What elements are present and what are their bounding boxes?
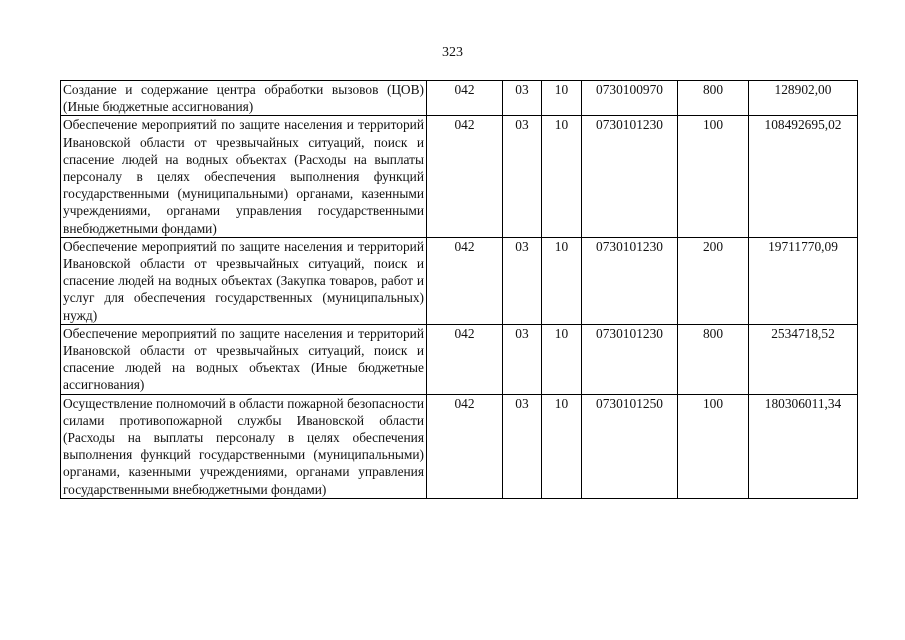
table-row: [61, 324, 858, 394]
row-section-code: 03: [503, 81, 542, 116]
row-target-article-code: 0730100970: [582, 81, 678, 116]
row-expense-type-code: 800: [678, 324, 749, 394]
row-subsection-code: 10: [542, 237, 582, 324]
table-row: [61, 394, 858, 498]
row-section-code: 03: [503, 116, 542, 237]
row-description: Обеспечение мероприятий по защите населения и территорий Ивановской области от чрезвычайных ситуаций, поиск и спасение людей на водных объектах (Иные бюджетные ассигнования): [61, 324, 427, 394]
row-ved-code: 042: [427, 324, 503, 394]
table-row: [61, 237, 858, 324]
budget-table: [60, 80, 858, 499]
row-section-code: 03: [503, 324, 542, 394]
row-ved-code: 042: [427, 116, 503, 237]
row-expense-type-code: 800: [678, 81, 749, 116]
row-section-code: 03: [503, 394, 542, 498]
row-target-article-code: 0730101250: [582, 394, 678, 498]
row-description: Создание и содержание центра обработки вызовов (ЦОВ) (Иные бюджетные ассигнования): [61, 81, 427, 116]
row-subsection-code: 10: [542, 81, 582, 116]
row-subsection-code: 10: [542, 394, 582, 498]
row-amount: 2534718,52: [749, 324, 858, 394]
page-number: 323: [442, 45, 463, 60]
row-ved-code: 042: [427, 237, 503, 324]
row-amount: 19711770,09: [749, 237, 858, 324]
row-ved-code: 042: [427, 394, 503, 498]
row-amount: 180306011,34: [749, 394, 858, 498]
row-amount: 108492695,02: [749, 116, 858, 237]
row-target-article-code: 0730101230: [582, 324, 678, 394]
row-subsection-code: 10: [542, 116, 582, 237]
row-description: Обеспечение мероприятий по защите населения и территорий Ивановской области от чрезвычайных ситуаций, поиск и спасение людей на водных объектах (Закупка товаров, работ и услуг для обеспечения государственных (муниципальных) нужд): [61, 237, 427, 324]
row-expense-type-code: 100: [678, 394, 749, 498]
row-target-article-code: 0730101230: [582, 116, 678, 237]
row-description: Осуществление полномочий в области пожарной безопасности силами противопожарной службы Ивановской области (Расходы на выплаты персоналу в целях обеспечения выполнения функций государственными (муниципальными) органами, казенными учреждениями, органами управления государственными внебюджетными фондами): [61, 394, 427, 498]
row-section-code: 03: [503, 237, 542, 324]
table-row: [61, 81, 858, 116]
row-target-article-code: 0730101230: [582, 237, 678, 324]
row-ved-code: 042: [427, 81, 503, 116]
row-amount: 128902,00: [749, 81, 858, 116]
row-description: Обеспечение мероприятий по защите населения и территорий Ивановской области от чрезвычайных ситуаций, поиск и спасение людей на водных объектах (Расходы на выплаты персоналу в целях обеспечения выполнения функций государственными (муниципальными) органами, казенными учреждениями, органами управления государственными внебюджетными фондами): [61, 116, 427, 237]
row-expense-type-code: 200: [678, 237, 749, 324]
table-row: [61, 116, 858, 237]
row-expense-type-code: 100: [678, 116, 749, 237]
row-subsection-code: 10: [542, 324, 582, 394]
